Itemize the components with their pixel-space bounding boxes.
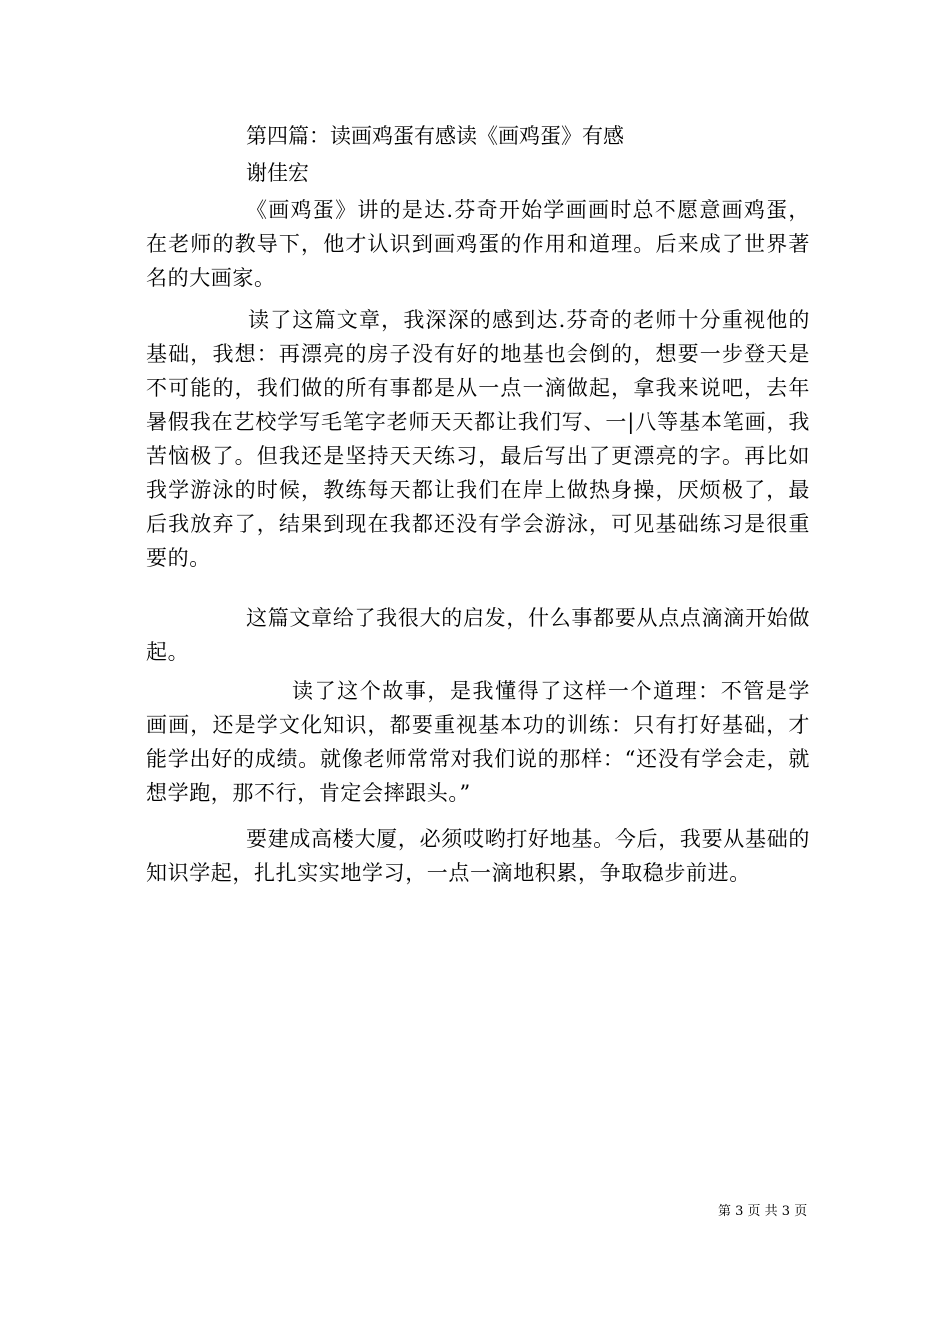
paragraph-4: 读了这个故事，是我懂得了这样一个道理：不管是学画画，还是学文化知识，都要重视基本功的训练：只有打好基础，才能学出好的成绩。就像老师常常对我们说的那样：“还没有学会走，就想学跑，那不行，肯定会摔跟头。” bbox=[146, 679, 810, 805]
document-author: 谢佳宏 bbox=[246, 161, 309, 185]
paragraph-3: 这篇文章给了我很大的启发，什么事都要从点点滴滴开始做起。 bbox=[146, 606, 810, 664]
paragraph-5: 要建成高楼大厦，必须哎哟打好地基。今后，我要从基础的知识学起，扎扎实实地学习，一点一滴地积累，争取稳步前进。 bbox=[146, 827, 810, 885]
document-title: 第四篇：读画鸡蛋有感读《画鸡蛋》有感 bbox=[246, 124, 624, 148]
paragraph-1: 《画鸡蛋》讲的是达.芬奇开始学画画时总不愿意画鸡蛋，在老师的教导下，他才认识到画鸡蛋的作用和道理。后来成了世界著名的大画家。 bbox=[146, 198, 810, 290]
paragraph-2: 读了这篇文章，我深深的感到达.芬奇的老师十分重视他的基础，我想：再漂亮的房子没有好的地基也会倒的，想要一步登天是不可能的，我们做的所有事都是从一点一滴做起，拿我来说吧，去年暑假我在艺校学写毛笔字老师天天都让我们写、一|八等基本笔画，我苦恼极了。但我还是坚持天天练习，最后写出了更漂亮的字。再比如我学游泳的时候，教练每天都让我们在岸上做热身操，厌烦极了，最后我放弃了，结果到现在我都还没有学会游泳，可见基础练习是很重要的。 bbox=[146, 308, 810, 570]
page-number-footer: 第 3 页 共 3 页 bbox=[718, 1204, 808, 1219]
